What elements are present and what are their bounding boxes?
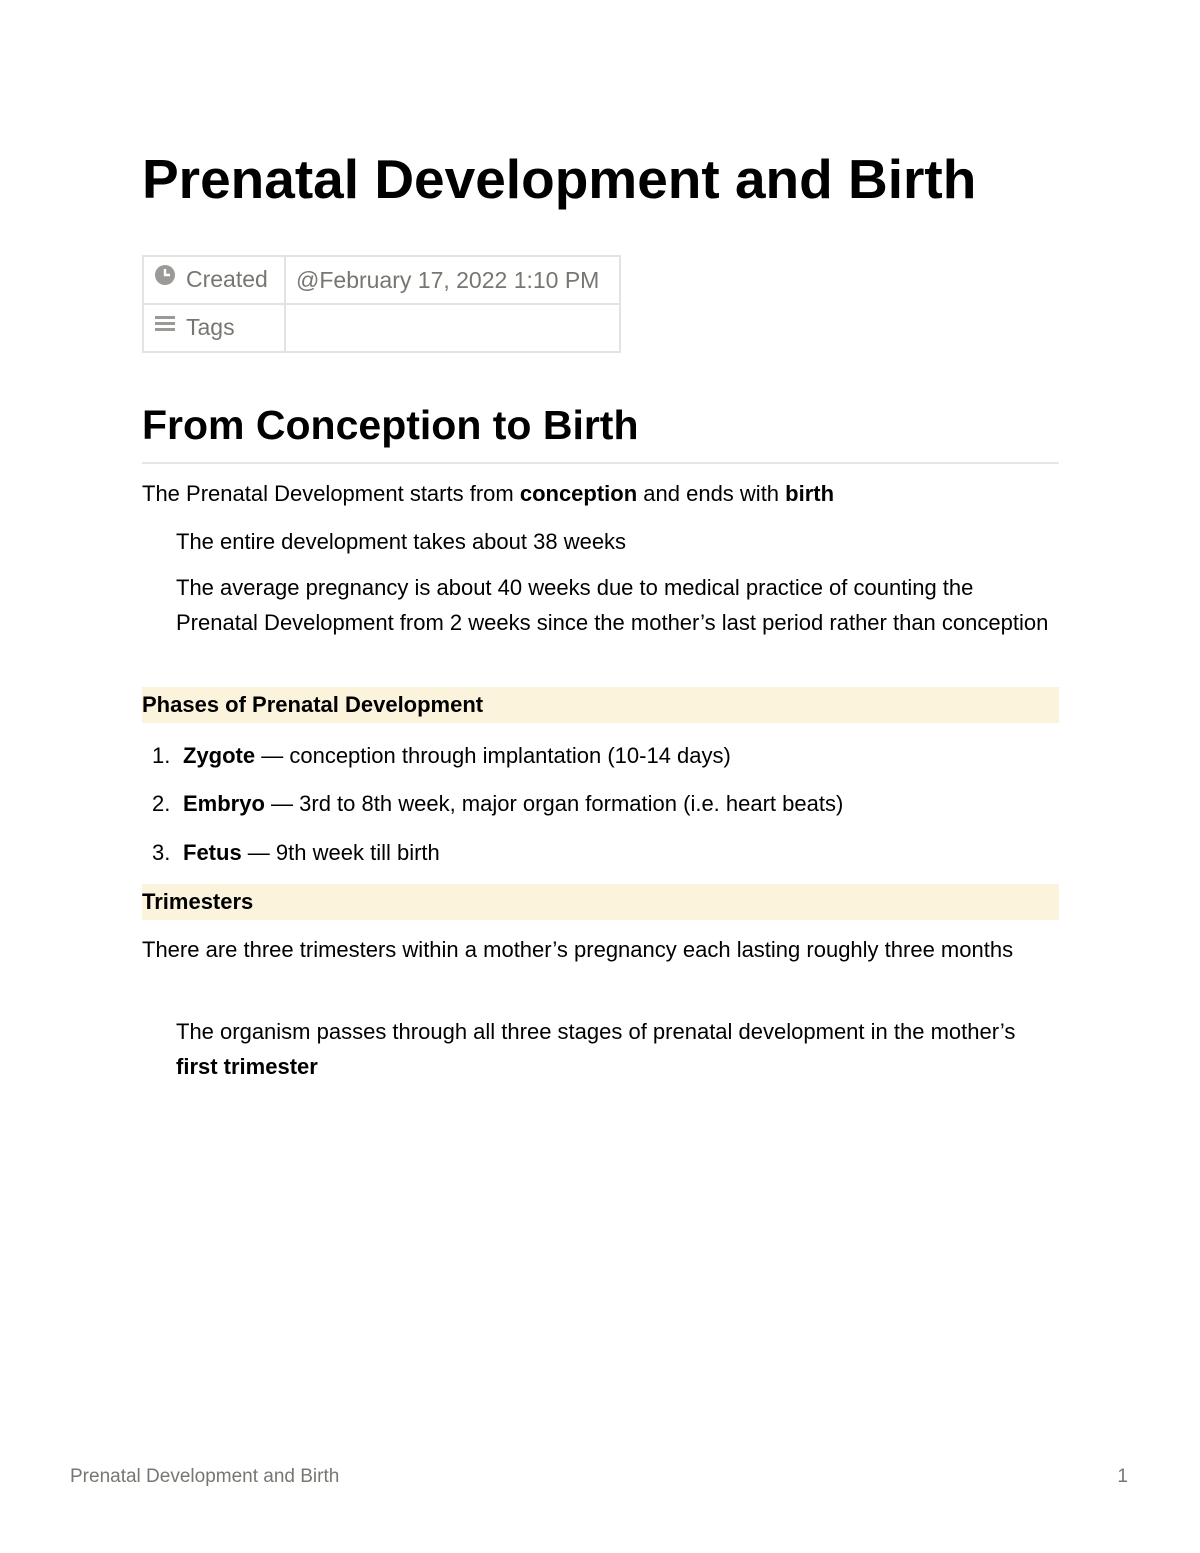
callout-phases-text: Phases of Prenatal Development <box>142 692 484 717</box>
list-item <box>142 786 1059 821</box>
list-number: 2. <box>152 791 171 816</box>
list-item <box>142 738 1059 773</box>
trimester-nested-bold: first trimester <box>176 1054 318 1079</box>
list-term: Zygote <box>183 743 256 768</box>
property-row-created <box>143 256 620 304</box>
intro-paragraph <box>142 476 1059 511</box>
list-description: — 9th week till birth <box>241 840 440 865</box>
section-heading: From Conception to Birth <box>142 402 639 448</box>
property-value-created[interactable]: @February 17, 2022 1:10 PM <box>285 256 620 304</box>
property-name-cell <box>143 304 285 352</box>
footer-page-number: 1 <box>1117 1466 1128 1487</box>
property-name-created: Created <box>186 265 268 292</box>
callout-trimesters-text: Trimesters <box>142 889 254 914</box>
list-description: — 3rd to 8th week, major organ formation (i.e. heart beats) <box>264 791 844 816</box>
trimester-paragraph: There are three trimesters within a mother’s pregnancy each lasting roughly three months <box>142 937 1014 962</box>
heading-divider <box>142 462 1059 464</box>
list-term: Fetus <box>183 840 242 865</box>
list-number: 1. <box>152 743 171 768</box>
property-name-cell <box>143 256 285 304</box>
callout-trimesters <box>142 884 1059 920</box>
intro-text-2: and ends with <box>637 481 786 506</box>
page-title: Prenatal Development and Birth <box>142 148 977 210</box>
trimester-nested-text: The organism passes through all three stages of prenatal development in the mother’s <box>176 1019 1016 1044</box>
nested-paragraph-first-trimester <box>176 1014 1056 1084</box>
nested-paragraph-duration: The entire development takes about 38 weeks <box>176 529 627 554</box>
intro-text-1: The Prenatal Development starts from <box>142 481 520 506</box>
property-value-tags[interactable] <box>285 304 620 352</box>
property-name-tags: Tags <box>186 313 235 340</box>
nested-paragraph-average: The average pregnancy is about 40 weeks due to medical practice of counting the Prenatal Development from 2 weeks since the mother’s last period rather than conception <box>176 575 1049 635</box>
callout-phases <box>142 687 1059 723</box>
list-term: Embryo <box>183 791 265 816</box>
list-icon <box>154 312 176 340</box>
property-row-tags <box>143 304 620 352</box>
intro-bold-conception: conception <box>519 481 638 506</box>
clock-icon <box>154 264 176 292</box>
properties-table <box>142 255 621 353</box>
list-item <box>142 835 1059 870</box>
footer-title: Prenatal Development and Birth <box>70 1466 340 1487</box>
list-description: — conception through implantation (10-14 days) <box>255 743 731 768</box>
intro-bold-birth: birth <box>785 481 835 506</box>
list-number: 3. <box>152 840 171 865</box>
